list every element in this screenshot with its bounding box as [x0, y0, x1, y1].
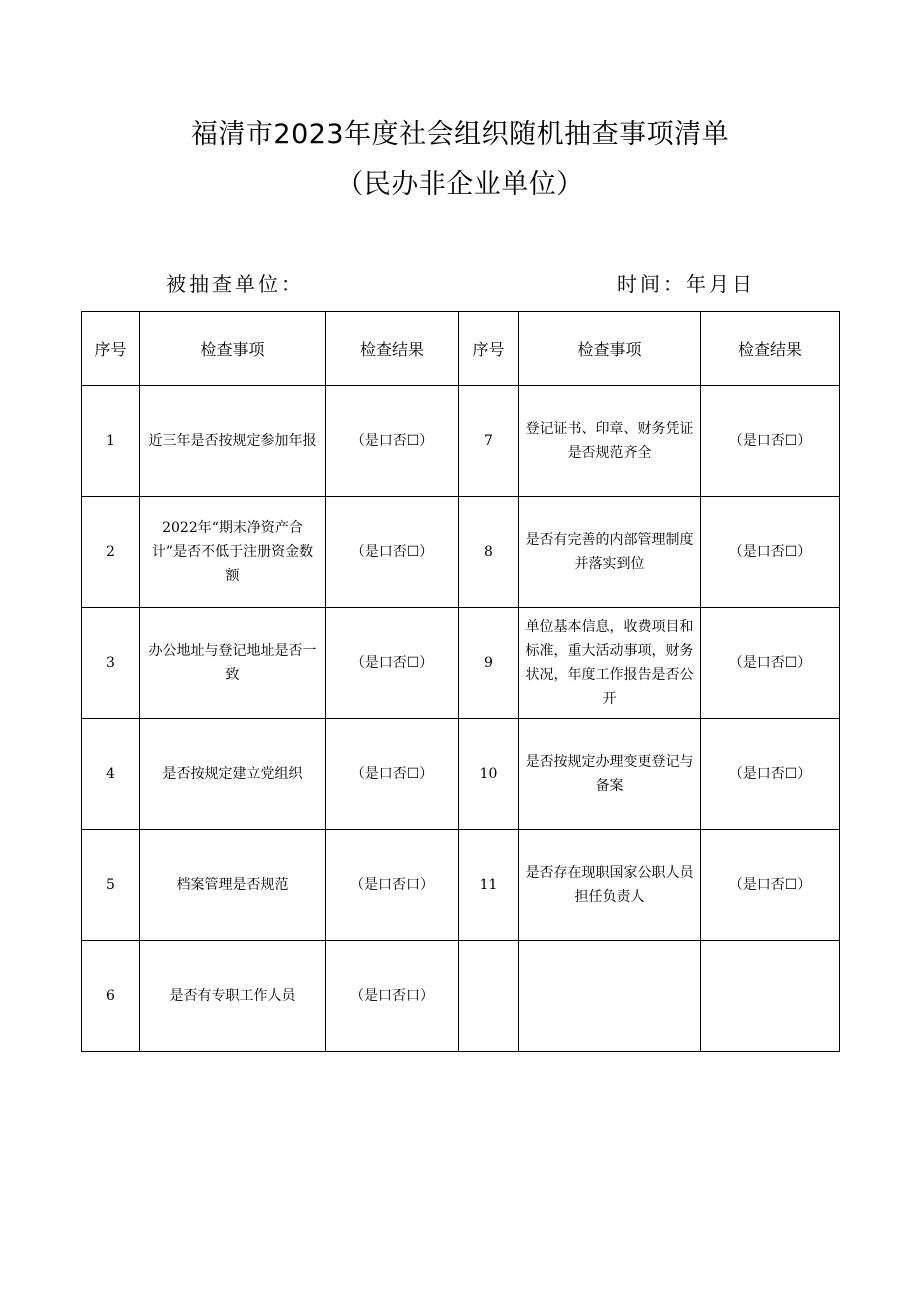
left-item: 2022年“期末净资产合计”是否不低于注册资金数额 — [140, 497, 326, 608]
right-no: 8 — [459, 497, 519, 608]
left-no: 5 — [82, 830, 140, 941]
right-no: 11 — [459, 830, 519, 941]
right-item: 是否存在现职国家公职人员担任负责人 — [519, 830, 701, 941]
table-row — [82, 830, 840, 941]
left-result: （是口否☐） — [326, 608, 459, 719]
table-row — [82, 941, 840, 1052]
right-no: 7 — [459, 386, 519, 497]
left-result: （是口否☐） — [326, 719, 459, 830]
right-item-empty — [519, 941, 701, 1052]
header-right-item: 检查事项 — [519, 312, 701, 386]
header-left-no: 序号 — [82, 312, 140, 386]
header-left-result: 检查结果 — [326, 312, 459, 386]
right-item: 是否有完善的内部管理制度并落实到位 — [519, 497, 701, 608]
right-item: 是否按规定办理变更登记与备案 — [519, 719, 701, 830]
document-title: 福清市2023年度社会组织随机抽查事项清单 — [190, 119, 730, 150]
header-left-item: 检查事项 — [140, 312, 326, 386]
right-no: 10 — [459, 719, 519, 830]
right-item: 单位基本信息，收费项目和标准，重大活动事项，财务状况，年度工作报告是否公开 — [519, 608, 701, 719]
table-row — [82, 719, 840, 830]
left-item: 办公地址与登记地址是否一致 — [140, 608, 326, 719]
table-row — [82, 608, 840, 719]
right-result: （是口否☐） — [701, 497, 840, 608]
left-no: 3 — [82, 608, 140, 719]
left-item: 近三年是否按规定参加年报 — [140, 386, 326, 497]
right-no: 9 — [459, 608, 519, 719]
right-no-empty — [459, 941, 519, 1052]
table-header-row — [82, 312, 840, 386]
left-no: 1 — [82, 386, 140, 497]
left-no: 6 — [82, 941, 140, 1052]
left-result: （是口否☐） — [326, 497, 459, 608]
left-item: 档案管理是否规范 — [140, 830, 326, 941]
left-item: 是否按规定建立党组织 — [140, 719, 326, 830]
right-result: （是口否☐） — [701, 719, 840, 830]
right-item: 登记证书、印章、财务凭证是否规范齐全 — [519, 386, 701, 497]
document-subtitle: （民办非企业单位） — [336, 169, 584, 200]
left-no: 4 — [82, 719, 140, 830]
left-result: （是口否☐） — [326, 386, 459, 497]
date-label: 时间：年月日 — [617, 272, 755, 296]
left-result: （是口否口） — [326, 941, 459, 1052]
table-row — [82, 497, 840, 608]
inspection-checklist-table — [81, 311, 840, 1052]
right-result: （是口否☐） — [701, 608, 840, 719]
right-result-empty — [701, 941, 840, 1052]
right-result: （是口否☐） — [701, 386, 840, 497]
left-result: （是口否口） — [326, 830, 459, 941]
right-result: （是口否☐） — [701, 830, 840, 941]
header-right-no: 序号 — [459, 312, 519, 386]
inspected-unit-label: 被抽查单位： — [166, 272, 304, 296]
header-right-result: 检查结果 — [701, 312, 840, 386]
left-item: 是否有专职工作人员 — [140, 941, 326, 1052]
left-no: 2 — [82, 497, 140, 608]
table-row — [82, 386, 840, 497]
